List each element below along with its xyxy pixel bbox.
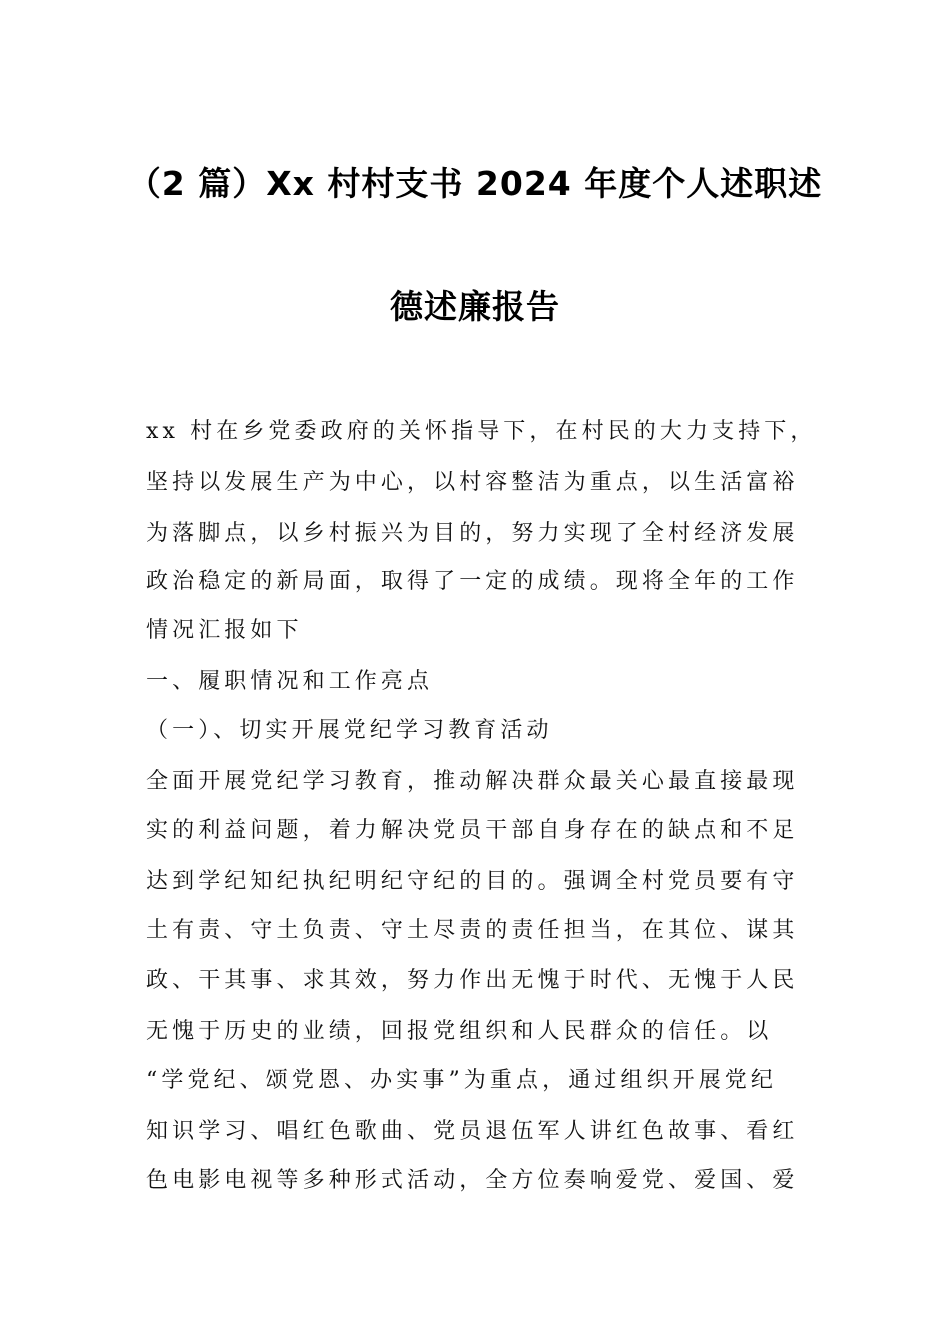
subsection-heading-1: （一）、切实开展党纪学习教育活动 xyxy=(146,718,553,743)
body-line-8: 达到学纪知纪执纪明纪守纪的目的。强调全村党员要有守 xyxy=(146,869,799,894)
document-title-line-1: （2 篇）Xx 村村支书 2024 年度个人述职述 xyxy=(127,164,823,203)
body-line-13: 知识学习、唱红色歌曲、党员退伍军人讲红色故事、看红 xyxy=(146,1119,799,1144)
body-line-3: 为落脚点，以乡村振兴为目的，努力实现了全村经济发展 xyxy=(146,521,799,546)
body-line-1: xx 村在乡党委政府的关怀指导下，在村民的大力支持下， xyxy=(146,419,817,444)
body-line-5: 情况汇报如下 xyxy=(146,618,303,643)
body-line-2: 坚持以发展生产为中心，以村容整洁为重点，以生活富裕 xyxy=(146,470,799,495)
body-line-6: 全面开展党纪学习教育，推动解决群众最关心最直接最现 xyxy=(146,769,799,794)
section-heading-1: 一、履职情况和工作亮点 xyxy=(146,669,434,694)
body-line-9: 土有责、守土负责、守土尽责的责任担当，在其位、谋其 xyxy=(146,918,799,943)
body-line-10: 政、干其事、求其效，努力作出无愧于时代、无愧于人民 xyxy=(146,968,799,993)
body-line-14: 色电影电视等多种形式活动，全方位奏响爱党、爱国、爱 xyxy=(146,1168,799,1193)
body-line-11: 无愧于历史的业绩，回报党组织和人民群众的信任。以 xyxy=(146,1019,773,1044)
body-line-7: 实的利益问题，着力解决党员干部自身存在的缺点和不足 xyxy=(146,818,799,843)
document-title-line-2: 德述廉报告 xyxy=(390,287,560,326)
body-line-12: “学党纪、颂党恩、办实事”为重点，通过组织开展党纪 xyxy=(146,1068,777,1093)
body-line-4: 政治稳定的新局面，取得了一定的成绩。现将全年的工作 xyxy=(146,569,799,594)
